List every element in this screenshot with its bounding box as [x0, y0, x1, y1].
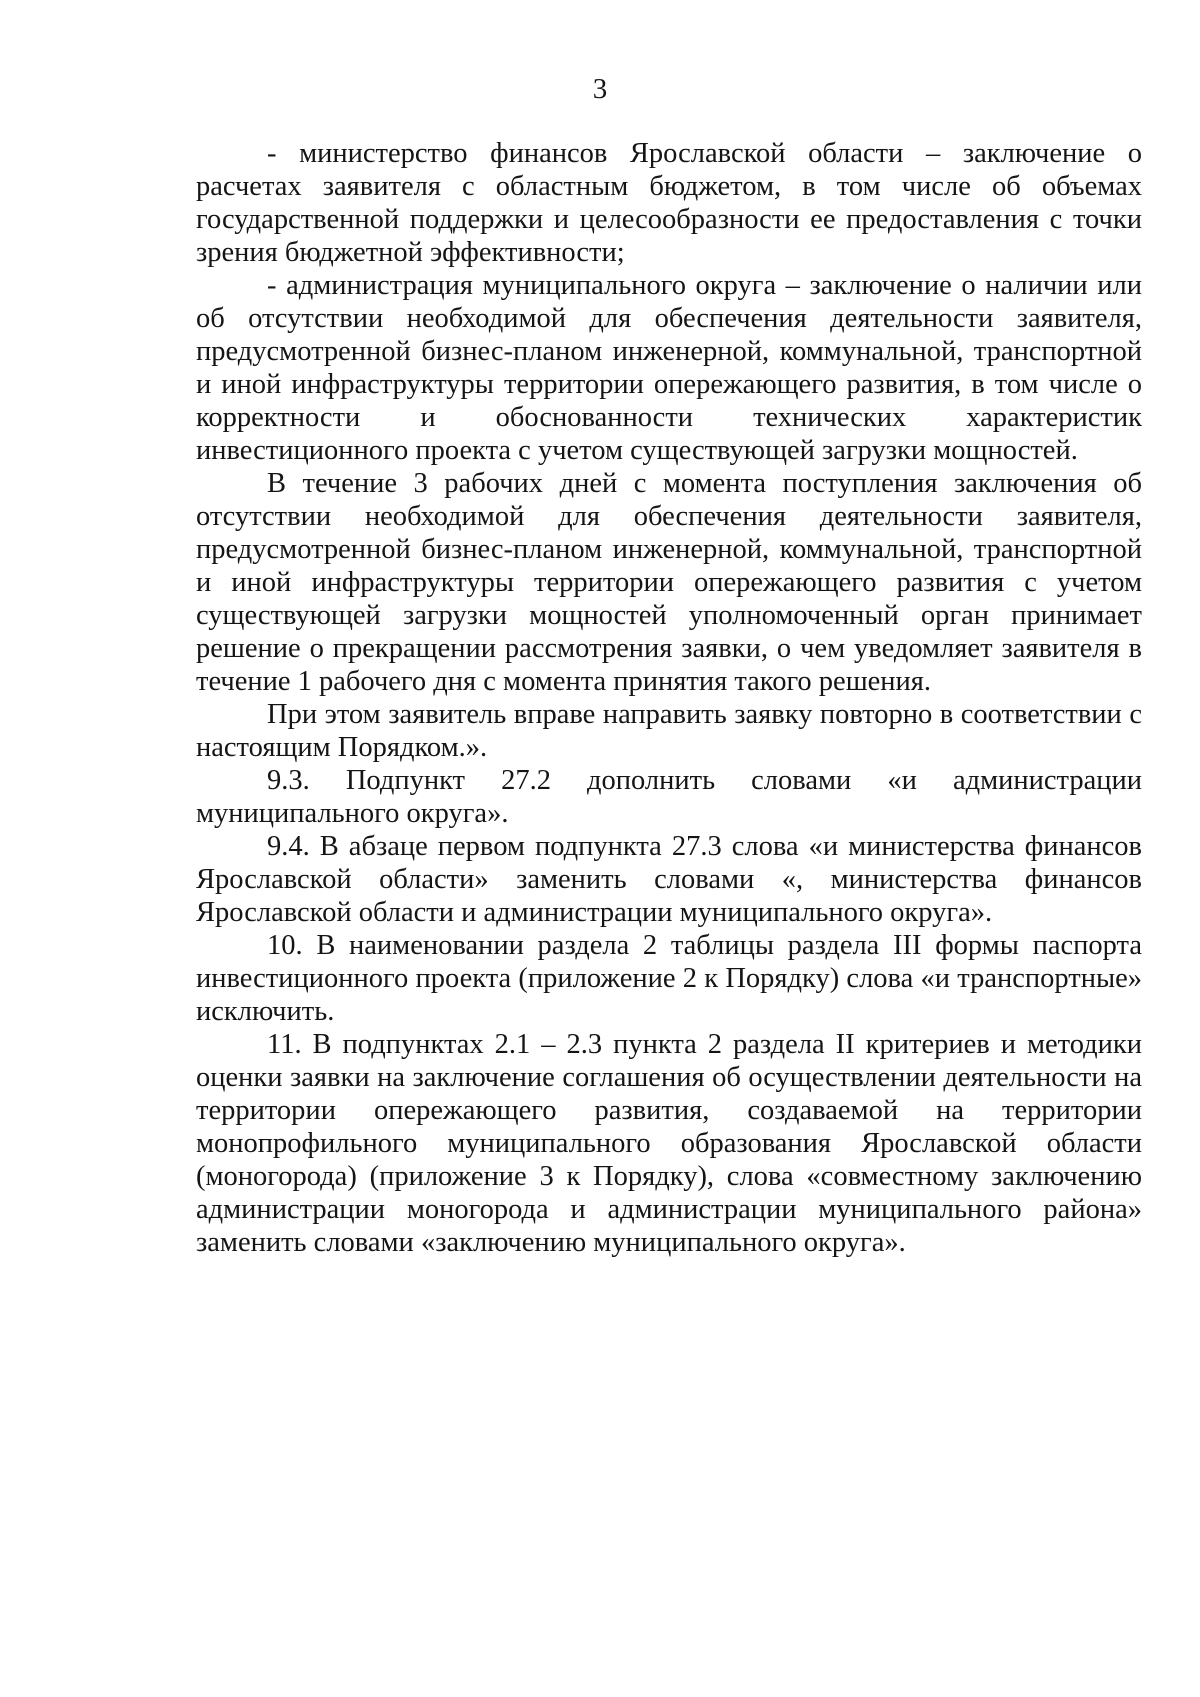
page-number: 3 [592, 73, 608, 105]
paragraph-resubmission: При этом заявитель вправе направить заявку повторно в соответствии с настоящим Порядком.». [196, 699, 1142, 763]
paragraph-item-9-4: 9.4. В абзаце первом подпункта 27.3 слова «и министерства финансов Ярославской области» заменить словами «, министерства финансов Ярославской области и администрации муниципального округа». [196, 831, 1142, 928]
paragraph-item-11: 11. В подпунктах 2.1 – 2.3 пункта 2 раздела II критериев и методики оценки заявки на заключение соглашения об осуществлении деятельности на территории опережающего развития, создаваемой на территории монопрофильного муниципального образования Ярославской области (моногорода) (приложение 3 к Порядку), слова «совместному заключению администрации моногорода и администрации муниципального района» заменить словами «заключению муниципального округа». [196, 1029, 1142, 1258]
paragraph-three-working-days: В течение 3 рабочих дней с момента поступления заключения об отсутствии необходимой для обеспечения деятельности заявителя, предусмотренной бизнес-планом инженерной, коммунальной, транспортной и иной инфраструктуры территории опережающего развития с учетом существующей загрузки мощностей уполномоченный орган принимает решение о прекращении рассмотрения заявки, о чем уведомляет заявителя в течение 1 рабочего дня с момента принятия такого решения. [196, 468, 1142, 697]
document-body [196, 137, 1142, 1259]
paragraph-item-9-3: 9.3. Подпункт 27.2 дополнить словами «и администрации муниципального округа». [196, 765, 1142, 829]
paragraph-municipal-administration: - администрация муниципального округа – заключение о наличии или об отсутствии необходимой для обеспечения деятельности заявителя, предусмотренной бизнес-планом инженерной, коммунальной, транспортной и иной инфраструктуры территории опережающего развития, в том числе о корректности и обоснованности технических характеристик инвестиционного проекта с учетом существующей загрузки мощностей. [196, 270, 1142, 466]
paragraph-ministry-finance: - министерство финансов Ярославской области – заключение о расчетах заявителя с областным бюджетом, в том числе об объемах государственной поддержки и целесообразности ее предоставления с точки зрения бюджетной эффективности; [196, 138, 1142, 268]
paragraph-item-10: 10. В наименовании раздела 2 таблицы раздела III формы паспорта инвестиционного проекта (приложение 2 к Порядку) слова «и транспортные» исключить. [196, 930, 1142, 1027]
